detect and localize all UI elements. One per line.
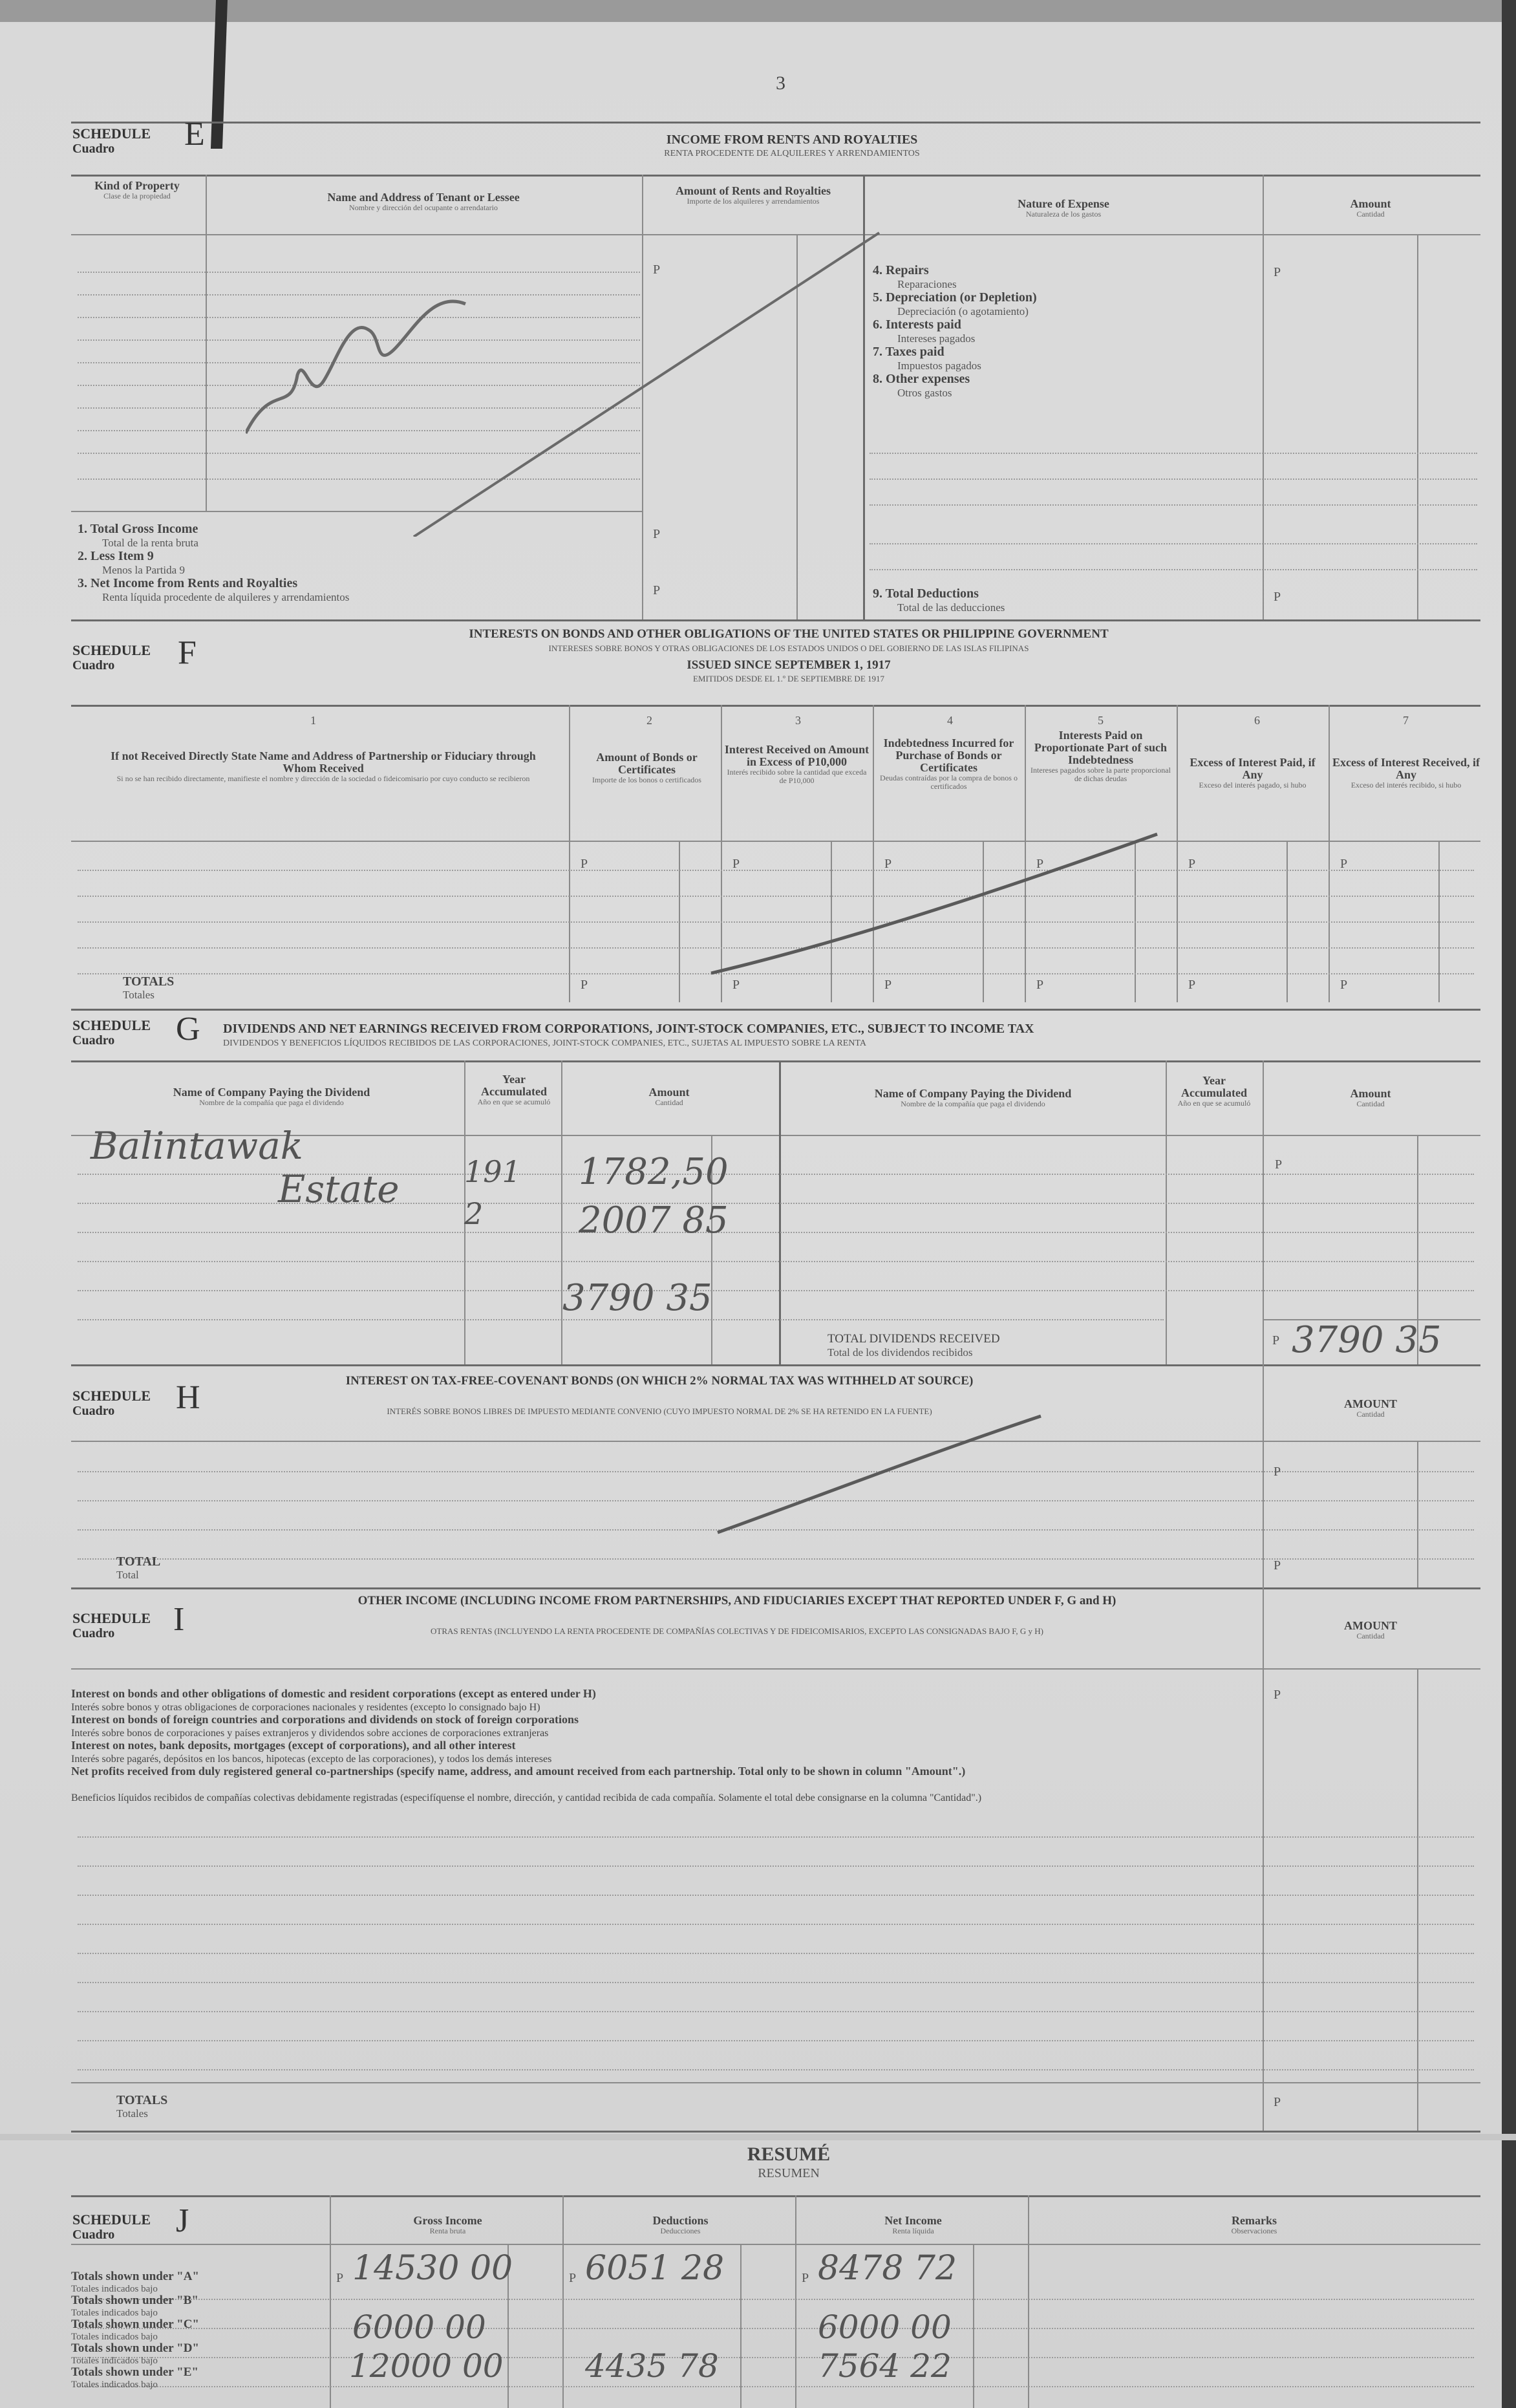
entry-line	[78, 2357, 1474, 2358]
j-d-net: 7564 22	[818, 2347, 952, 2385]
col-divider	[1263, 1587, 1264, 2131]
peso-sign: P	[1274, 1558, 1281, 1573]
entry-line	[78, 1290, 1474, 1291]
col-7-header	[1332, 757, 1480, 790]
expense-taxes	[873, 345, 1037, 372]
col-label: Gross Income	[413, 2214, 482, 2227]
row-label: Totals shown under "C"	[71, 2317, 199, 2331]
rule	[71, 1060, 1480, 1062]
schedule-e-letter: E	[184, 116, 205, 153]
col-divider	[1177, 705, 1178, 1002]
peso-sign: P	[884, 857, 892, 871]
peso-sign: P	[1036, 857, 1044, 871]
cents-divider	[1417, 1441, 1418, 1587]
schedule-word: SCHEDULE	[72, 1017, 151, 1033]
expense-other	[873, 372, 1037, 400]
i-line-1: Interest on bonds and other obligations of domestic and resident corporations (except as entered under H)	[71, 1687, 596, 1700]
g-company-name-line-1: Balintawak	[91, 1124, 303, 1168]
peso-sign: P	[1340, 978, 1348, 992]
j-col-net	[798, 2215, 1028, 2235]
j-a-gross: 14530 00	[352, 2249, 513, 2288]
total-es: Total	[116, 1569, 139, 1581]
schedule-i-title: OTHER INCOME (INCLUDING INCOME FROM PARTNERSHIPS, AND FIDUCIARIES EXCEPT THAT REPORTED UNDER F, G and H)	[358, 1594, 1116, 1607]
col-label: Interests Paid on Proportionate Part of such Indebtedness	[1034, 729, 1168, 766]
entry-line	[870, 569, 1477, 570]
expense-label: 7. Taxes paid	[873, 345, 945, 359]
line-label: 9. Total Deductions	[873, 586, 979, 601]
totals-es: Totales	[123, 989, 155, 1001]
totals-es: Totales	[116, 2107, 148, 2120]
col-3-header	[724, 744, 870, 785]
col-es: Nombre de la compañía que paga el dividendo	[901, 1099, 1045, 1108]
col-es: Deducciones	[660, 2226, 701, 2235]
col-label: Name of Company Paying the Dividend	[874, 1087, 1072, 1100]
g-col-amount-2	[1267, 1088, 1474, 1108]
col-2-header	[574, 751, 720, 784]
col-es: Año en que se acumuló	[1177, 1099, 1251, 1108]
schedule-e-label	[72, 127, 151, 156]
col-4-number: 4	[947, 714, 953, 727]
col-tenant-es: Nombre y dirección del ocupante o arrendatario	[349, 203, 498, 212]
col-label: Amount	[1350, 1087, 1391, 1100]
entry-line	[870, 543, 1477, 544]
j-row-e-label	[71, 2367, 199, 2391]
entry-line	[78, 2299, 1474, 2300]
expense-label: 5. Depreciation (or Depletion)	[873, 290, 1037, 305]
g-col-year	[469, 1073, 559, 1106]
page-number: 3	[776, 72, 785, 94]
peso-sign: P	[1274, 1688, 1281, 1702]
schedule-e-title-es: RENTA PROCEDENTE DE ALQUILERES Y ARRENDAMIENTOS	[664, 149, 920, 158]
totals-label: TOTALS	[123, 974, 175, 989]
g-total-value: 3790 35	[1292, 1319, 1442, 1361]
col-label: AMOUNT	[1344, 1619, 1397, 1632]
col-label: Year Accumulated	[481, 1073, 547, 1098]
col-es: Importe de los bonos o certificados	[592, 775, 701, 784]
peso-sign: P	[653, 527, 661, 541]
col-es: Si no se han recibido directamente, manifieste el nombre y dirección de la sociedad o fideicomisario por cuyo conducto se recibieron	[116, 774, 530, 783]
col-nature-es: Naturaleza de los gastos	[1025, 210, 1102, 219]
j-row-labels	[71, 2271, 199, 2391]
entry-line	[78, 1261, 1474, 1262]
row-label: Totals shown under "B"	[71, 2294, 198, 2307]
peso-sign: P	[884, 978, 892, 992]
col-label: AMOUNT	[1344, 1397, 1397, 1410]
rule	[71, 2244, 1480, 2245]
i-line-2-es: Interés sobre bonos de corporaciones y países extranjeros y dividendos sobre acciones de corporaciones extranjeras	[71, 1728, 549, 1739]
col-es: Cantidad	[1356, 1410, 1385, 1419]
i-line-3-es: Interés sobre pagarés, depósitos en los bancos, hipotecas (excepto de las corporaciones), y todos los demás intereses	[71, 1754, 552, 1765]
col-divider	[1263, 175, 1264, 621]
peso-sign: P	[569, 2271, 577, 2285]
col-label: Excess of Interest Received, if Any	[1332, 756, 1480, 781]
schedule-g-label	[72, 1018, 151, 1048]
g-amount-1: 1782,50	[579, 1151, 729, 1193]
expense-label: 6. Interests paid	[873, 317, 961, 332]
schedule-g-title: DIVIDENDS AND NET EARNINGS RECEIVED FROM CORPORATIONS, JOINT-STOCK COMPANIES, ETC., SUBJECT TO INCOME TAX	[223, 1022, 1034, 1036]
col-es: Cantidad	[655, 1098, 683, 1107]
peso-sign: P	[653, 263, 661, 277]
none-strike-mark	[246, 220, 892, 537]
j-d-deductions: 4435 78	[585, 2347, 719, 2385]
peso-sign: P	[581, 857, 588, 871]
col-6-number: 6	[1254, 714, 1260, 727]
col-label: Excess of Interest Paid, if Any	[1190, 756, 1316, 781]
rule	[71, 619, 1480, 621]
col-label: Indebtedness Incurred for Purchase of Bonds or Certificates	[883, 736, 1014, 774]
h-total	[116, 1555, 160, 1582]
entry-line	[78, 1836, 1474, 1838]
peso-sign: P	[732, 978, 740, 992]
expense-es: Depreciación (o agotamiento)	[897, 305, 1029, 317]
schedule-f-issued: ISSUED SINCE SEPTEMBER 1, 1917	[687, 658, 891, 672]
col-1-header	[103, 750, 543, 783]
schedule-h-strike-mark	[711, 1410, 1047, 1539]
col-amount-rents	[646, 185, 860, 206]
col-expense-amount-es: Cantidad	[1356, 210, 1385, 219]
schedule-e-title: INCOME FROM RENTS AND ROYALTIES	[666, 133, 918, 147]
line-es: Total de la renta bruta	[102, 537, 198, 549]
cuadro-word: Cuadro	[72, 142, 115, 156]
col-label: Amount of Bonds or Certificates	[596, 751, 698, 776]
g-col-company	[84, 1086, 459, 1107]
schedule-j-label	[72, 2213, 151, 2242]
schedule-g-title-es: DIVIDENDOS Y BENEFICIOS LÍQUIDOS RECIBIDOS DE LAS CORPORACIONES, JOINT-STOCK COMPANIES, ETC., SUJETAS AL IMPUESTO SOBRE LA RENTA	[223, 1038, 866, 1048]
cuadro-word: Cuadro	[72, 1033, 115, 1048]
schedule-i-label	[72, 1611, 151, 1640]
schedule-h-label	[72, 1389, 151, 1418]
j-a-deductions: 6051 28	[585, 2249, 725, 2288]
expense-repairs	[873, 264, 1037, 291]
col-3-number: 3	[795, 714, 801, 727]
col-divider	[562, 2195, 564, 2408]
schedule-i-title-es: OTRAS RENTAS (INCLUYENDO LA RENTA PROCEDENTE DE COMPAÑÍAS COLECTIVAS Y DE FIDEICOMISARIOS, EXCEPTO LAS CONSIGNADAS BAJO F, G y H)	[431, 1626, 1043, 1636]
col-es: Cantidad	[1356, 1631, 1385, 1640]
line-es: Total de las deducciones	[897, 601, 1005, 614]
col-es: Año en que se acumuló	[477, 1097, 551, 1106]
col-label: Net Income	[884, 2214, 942, 2227]
expense-es: Otros gastos	[897, 387, 952, 399]
j-c-net: 6000 00	[818, 2308, 952, 2346]
col-5-number: 5	[1098, 714, 1104, 727]
resume-title: RESUMÉ	[747, 2144, 831, 2165]
row-es: Totales indicados bajo	[71, 2356, 158, 2366]
i-line-1-es: Interés sobre bonos y otras obligaciones de corporaciones nacionales y residentes (excepto lo consignado bajo H)	[71, 1702, 540, 1713]
i-line-2: Interest on bonds of foreign countries and corporations and dividends on stock of foreign corporations	[71, 1713, 579, 1726]
col-kind-label: Kind of Property	[94, 179, 180, 192]
col-divider	[569, 705, 570, 1002]
peso-sign: P	[653, 583, 661, 597]
peso-sign: P	[1272, 1333, 1280, 1348]
peso-sign: P	[1274, 590, 1281, 604]
entry-line	[78, 2069, 1474, 2070]
col-divider	[1028, 2195, 1029, 2408]
col-divider	[1329, 705, 1330, 1002]
col-divider	[1166, 1060, 1167, 1364]
paper-fold	[0, 2134, 1516, 2140]
col-label: If not Received Directly State Name and Address of Partnership or Fiduciary through Whom Received	[111, 749, 536, 775]
expense-label: 8. Other expenses	[873, 372, 970, 386]
col-amount-rents-es: Importe de los alquileres y arrendamientos	[687, 197, 820, 206]
entry-line	[78, 1319, 1164, 1320]
col-label: Deductions	[652, 2214, 709, 2227]
rule	[71, 705, 1480, 707]
col-kind-of-property	[72, 180, 202, 200]
total-label: TOTAL DIVIDENDS RECEIVED	[827, 1332, 1000, 1346]
col-2-number: 2	[646, 714, 652, 727]
schedule-f-label	[72, 643, 151, 672]
peso-sign: P	[732, 857, 740, 871]
rule	[71, 122, 1480, 124]
schedule-word: SCHEDULE	[72, 642, 151, 658]
resume-title-es: RESUMEN	[758, 2166, 820, 2180]
cents-divider	[973, 2244, 974, 2408]
col-es: Intereses pagados sobre la parte proporcional de dichas deudas	[1030, 766, 1171, 783]
schedule-h-letter: H	[176, 1379, 200, 1416]
line-label: 1. Total Gross Income	[78, 522, 198, 536]
entry-line	[78, 2011, 1474, 2012]
line-less-item-9	[78, 550, 349, 577]
g-col-amount	[566, 1086, 773, 1107]
peso-sign: P	[1274, 2095, 1281, 2109]
i-col-amount	[1267, 1620, 1474, 1640]
schedule-f-letter: F	[178, 634, 197, 671]
rule	[71, 175, 1480, 177]
line-net-income-rents	[78, 577, 349, 604]
peso-sign: P	[1036, 978, 1044, 992]
schedule-word: SCHEDULE	[72, 2211, 151, 2228]
entry-line	[78, 1558, 1474, 1560]
entry-line	[78, 1953, 1474, 1954]
j-d-gross: 12000 00	[349, 2347, 504, 2385]
entry-line	[78, 2040, 1474, 2041]
entry-line	[78, 1232, 1474, 1233]
j-col-deductions	[566, 2215, 795, 2235]
row-es: Totales indicados bajo	[71, 2380, 158, 2390]
h-col-amount	[1267, 1398, 1474, 1419]
row-es: Totales indicados bajo	[71, 2308, 158, 2318]
i-line-4: Net profits received from duly registered general co-partnerships (specify name, address, and amount received from each partnership. Total only to be shown in column "Amount".)	[71, 1765, 966, 1778]
cuadro-word: Cuadro	[72, 1404, 115, 1418]
line-total-deductions	[873, 587, 1005, 614]
col-kind-es: Clase de la propiedad	[103, 191, 171, 200]
col-amount-rents-label: Amount of Rents and Royalties	[675, 184, 831, 197]
col-label: Interest Received on Amount in Excess of P10,000	[724, 743, 870, 768]
torn-binding-mark	[211, 0, 228, 149]
peso-sign: P	[802, 2271, 809, 2285]
peso-sign: P	[1275, 1157, 1283, 1172]
schedule-h-title: INTEREST ON TAX-FREE-COVENANT BONDS (ON WHICH 2% NORMAL TAX WAS WITHHELD AT SOURCE)	[345, 1374, 974, 1388]
g-year-2: 2	[464, 1196, 484, 1231]
schedule-f-issued-es: EMITIDOS DESDE EL 1.º DE SEPTIEMBRE DE 1917	[692, 674, 885, 683]
col-label: Amount	[648, 1086, 690, 1099]
expense-label: 4. Repairs	[873, 263, 929, 277]
entry-line	[78, 1865, 1474, 1867]
total-label: TOTAL	[116, 1554, 161, 1569]
col-label: Name of Company Paying the Dividend	[173, 1086, 370, 1099]
g-company-name-line-2: Estate	[278, 1167, 400, 1211]
col-es: Observaciones	[1231, 2226, 1277, 2235]
col-4-header	[876, 737, 1021, 791]
col-es: Deudas contraídas por la compra de bonos o certificados	[880, 773, 1018, 791]
schedule-j-letter: J	[176, 2202, 189, 2239]
col-tenant-name	[210, 191, 637, 212]
col-5-header	[1028, 729, 1173, 783]
schedule-word: SCHEDULE	[72, 1610, 151, 1626]
col-6-header	[1180, 757, 1325, 790]
col-label: Year Accumulated	[1181, 1074, 1247, 1099]
row-label: Totals shown under "A"	[71, 2270, 199, 2283]
col-es: Cantidad	[1356, 1099, 1385, 1108]
schedule-g-letter: G	[176, 1011, 200, 1048]
col-1-number: 1	[310, 714, 316, 727]
entry-line	[78, 2386, 1474, 2387]
col-7-number: 7	[1403, 714, 1409, 727]
expense-depreciation	[873, 291, 1037, 318]
peso-sign: P	[336, 2271, 344, 2285]
schedule-i-letter: I	[173, 1601, 185, 1638]
entry-line	[78, 1895, 1474, 1896]
j-row-c-label	[71, 2319, 199, 2343]
expense-es: Impuestos pagados	[897, 360, 981, 372]
totals-label: TOTALS	[116, 2093, 168, 2107]
col-expense-amount-label: Amount	[1350, 197, 1391, 210]
entry-line	[870, 478, 1477, 480]
schedule-f-strike-mark	[705, 828, 1170, 989]
entry-line	[870, 453, 1477, 454]
entry-line	[78, 1982, 1474, 1983]
peso-sign: P	[1340, 857, 1348, 871]
cents-divider	[740, 2244, 742, 2408]
row-label: Totals shown under "E"	[71, 2365, 198, 2379]
col-es: Renta líquida	[892, 2226, 934, 2235]
peso-sign: P	[1188, 978, 1196, 992]
col-divider	[330, 2195, 331, 2408]
rule	[71, 1364, 1480, 1366]
schedule-word: SCHEDULE	[72, 1388, 151, 1404]
col-nature-label: Nature of Expense	[1018, 197, 1109, 210]
cents-divider	[1417, 1668, 1418, 2131]
total-es: Total de los dividendos recibidos	[827, 1346, 973, 1359]
i-line-3: Interest on notes, bank deposits, mortgages (except of corporations), and all other interest	[71, 1739, 516, 1752]
j-col-gross	[333, 2215, 562, 2235]
schedule-f-totals	[123, 975, 174, 1002]
peso-sign: P	[1274, 265, 1281, 279]
col-nature-of-expense	[870, 198, 1257, 219]
cuadro-word: Cuadro	[72, 658, 115, 672]
g-col-company-2	[785, 1088, 1160, 1108]
rule	[71, 2195, 1480, 2197]
peso-sign: P	[1274, 1465, 1281, 1479]
j-row-a-label	[71, 2271, 199, 2295]
g-total-label	[827, 1332, 1000, 1359]
peso-sign: P	[581, 978, 588, 992]
col-tenant-label: Name and Address of Tenant or Lessee	[327, 191, 520, 204]
schedule-word: SCHEDULE	[72, 125, 151, 142]
j-row-b-label	[71, 2295, 199, 2319]
line-label: 2. Less Item 9	[78, 549, 154, 563]
rule	[71, 1009, 1480, 1011]
col-es: Interés recibido sobre la cantidad que exceda de P10,000	[727, 768, 867, 785]
g-amount-2: 2007 85	[579, 1199, 729, 1242]
expense-es: Reparaciones	[897, 278, 957, 290]
i-totals	[116, 2094, 167, 2120]
row-es: Totales indicados bajo	[71, 2284, 158, 2294]
g-subtotal: 3790 35	[562, 1277, 712, 1319]
expense-list	[873, 264, 1037, 400]
col-es: Exceso del interés recibido, si hubo	[1351, 780, 1462, 790]
entry-line	[78, 2328, 1474, 2329]
j-c-gross: 6000 00	[352, 2308, 486, 2346]
line-label: 3. Net Income from Rents and Royalties	[78, 576, 298, 590]
col-divider	[206, 175, 207, 511]
expense-es: Intereses pagados	[897, 332, 976, 345]
col-divider	[795, 2195, 796, 2408]
col-es: Exceso del interés pagado, si hubo	[1199, 780, 1307, 790]
j-a-net: 8478 72	[818, 2249, 957, 2288]
line-es: Menos la Partida 9	[102, 564, 185, 576]
rule	[71, 2131, 1480, 2133]
expense-interests	[873, 318, 1037, 345]
rule	[71, 2082, 1480, 2083]
schedule-f-title-es: INTERESES SOBRE BONOS Y OTRAS OBLIGACIONES DE LOS ESTADOS UNIDOS O DEL GOBIERNO DE LAS ISLAS FILIPINAS	[548, 643, 1029, 653]
j-col-remarks	[1034, 2215, 1474, 2235]
col-divider	[1263, 1364, 1264, 1587]
cuadro-word: Cuadro	[72, 2228, 115, 2242]
rule	[71, 1587, 1480, 1589]
g-col-year-2	[1169, 1075, 1259, 1108]
peso-sign: P	[1188, 857, 1196, 871]
cuadro-word: Cuadro	[72, 1626, 115, 1640]
g-year-1: 191	[464, 1154, 521, 1189]
schedule-f-title: INTERESTS ON BONDS AND OTHER OBLIGATIONS OF THE UNITED STATES OR PHILIPPINE GOVERNMENT	[469, 627, 1109, 641]
entry-line	[78, 1924, 1474, 1925]
row-label: Totals shown under "D"	[71, 2341, 199, 2355]
row-es: Totales indicados bajo	[71, 2332, 158, 2342]
schedule-h-title-es: INTERÉS SOBRE BONOS LIBRES DE IMPUESTO MEDIANTE CONVENIO (CUYO IMPUESTO NORMAL DE 2% SE HA RETENIDO EN LA FUENTE)	[387, 1406, 932, 1416]
col-divider	[1417, 234, 1418, 621]
rule	[71, 1668, 1480, 1670]
entry-line	[870, 504, 1477, 506]
i-line-4-es: Beneficios líquidos recibidos de compañías colectivas debidamente registradas (especifíquense el nombre, dirección, y cantidad recibida de cada compañía. Solamente el total debe consignarse en la columna "Cantidad".)	[71, 1792, 982, 1803]
j-row-d-label	[71, 2343, 199, 2367]
scan-right-edge	[1502, 0, 1516, 2408]
col-label: Remarks	[1232, 2214, 1277, 2227]
col-es: Nombre de la compañía que paga el dividendo	[199, 1098, 344, 1107]
line-es: Renta líquida procedente de alquileres y arrendamientos	[102, 591, 350, 603]
col-es: Renta bruta	[429, 2226, 466, 2235]
col-expense-amount	[1267, 198, 1474, 219]
